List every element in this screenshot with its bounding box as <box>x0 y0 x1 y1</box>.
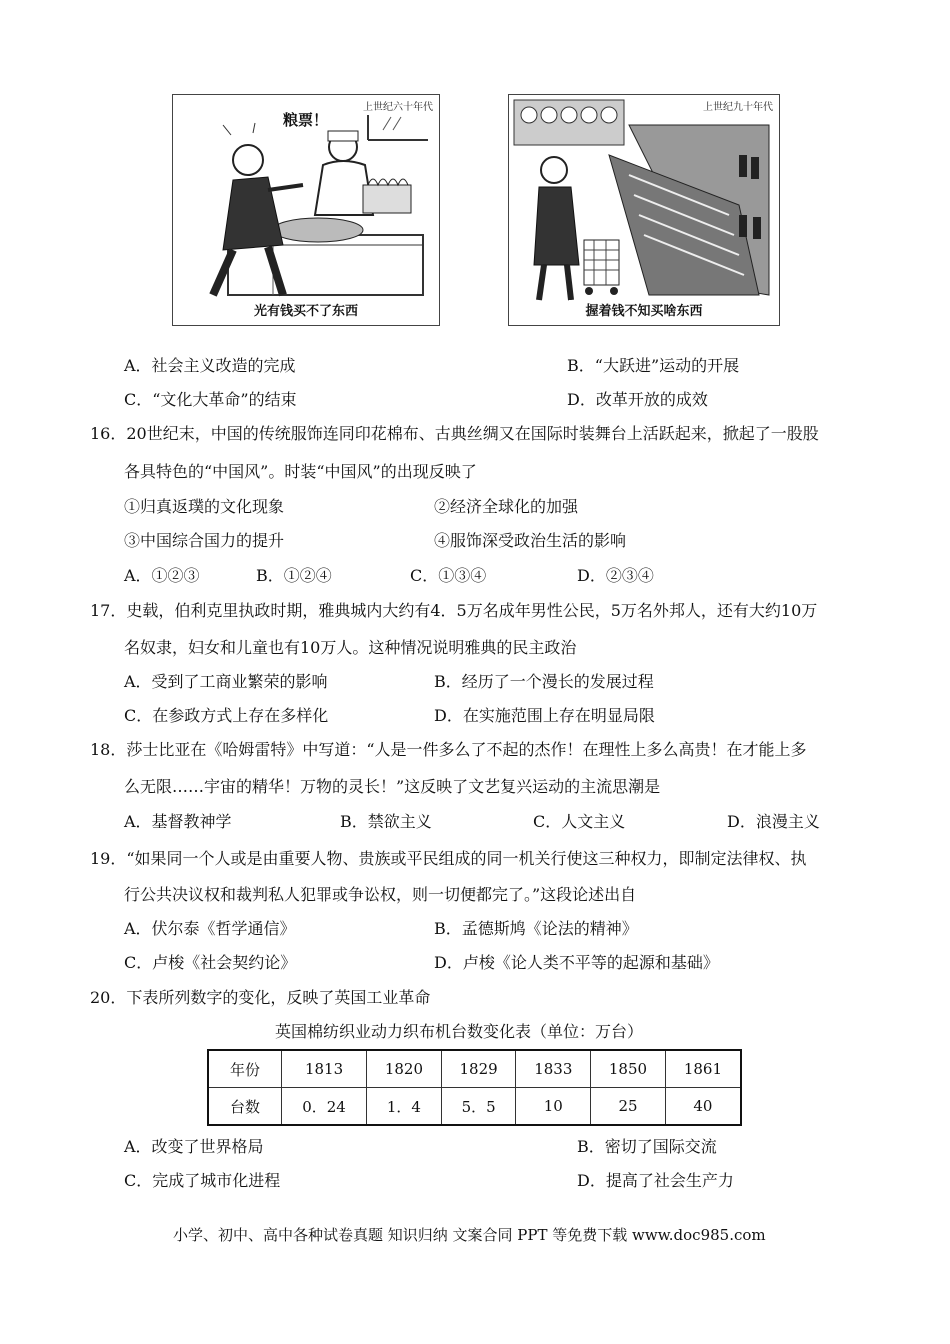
q20-data-table <box>207 1049 742 1126</box>
cartoon-1990s-drawing <box>509 95 779 325</box>
q20-stem: 20．下表所列数字的变化，反映了英国工业革命 <box>90 988 431 1007</box>
q20-option-c: C．完成了城市化进程 <box>124 1171 281 1190</box>
cartoon-1960s <box>172 94 440 326</box>
q19-stem-line1: 19．“如果同一个人或是由重要人物、贵族或平民组成的同一机关行使这三种权力，即制定法律权、执 <box>90 849 807 868</box>
q19-stem-line2: 行公共决议权和裁判私人犯罪或争讼权，则一切便都完了。”这段论述出自 <box>124 885 637 904</box>
cartoon-1960s-caption: 光有钱买不了东西 <box>253 304 358 319</box>
q18-stem-line2: 么无限……宇宙的精华！万物的灵长！”这反映了文艺复兴运动的主流思潮是 <box>124 777 661 796</box>
q16-item-2: ②经济全球化的加强 <box>434 497 579 516</box>
q17-option-c: C．在参政方式上存在多样化 <box>124 706 329 725</box>
q19-option-d: D．卢梭《论人类不平等的起源和基础》 <box>434 953 719 972</box>
q20-option-a: A．改变了世界格局 <box>124 1137 264 1156</box>
q17-stem-line1: 17．史载，伯利克里执政时期，雅典城内大约有4．5万名成年男性公民，5万名外邦人，还有大约10万 <box>90 601 818 620</box>
q19-option-b: B．孟德斯鸠《论法的精神》 <box>434 919 638 938</box>
q18-stem-line1: 18．莎士比亚在《哈姆雷特》中写道：“人是一件多么了不起的杰作！在理性上多么高贵！在才能上多 <box>90 740 807 759</box>
q16-option-d: D．②③④ <box>577 566 654 585</box>
table-cell-year: 1820 <box>367 1050 442 1088</box>
table-cell-year: 1829 <box>441 1050 516 1088</box>
table-header-count: 台数 <box>208 1088 282 1126</box>
cartoon-1960s-speech: 粮票！ <box>283 111 329 129</box>
q16-item-4: ④服饰深受政治生活的影响 <box>434 531 627 550</box>
table-cell-year: 1813 <box>282 1050 367 1088</box>
q16-option-c: C．①③④ <box>410 566 487 585</box>
q20-table-title: 英国棉纺织业动力织布机台数变化表（单位：万台） <box>275 1022 644 1041</box>
q18-option-d: D．浪漫主义 <box>727 812 820 831</box>
q17-stem-line2: 名奴隶，妇女和儿童也有10万人。这种情况说明雅典的民主政治 <box>124 638 577 657</box>
table-cell-year: 1861 <box>665 1050 741 1088</box>
table-cell-count: 1．4 <box>367 1088 442 1126</box>
table-cell-count: 0．24 <box>282 1088 367 1126</box>
q17-option-a: A．受到了工商业繁荣的影响 <box>124 672 328 691</box>
cartoon-1990s-caption: 握着钱不知买啥东西 <box>569 300 719 319</box>
page-footer-link[interactable]: 小学、初中、高中各种试卷真题 知识归纳 文案合同 PPT 等免费下载 www.doc985.com <box>173 1226 766 1244</box>
table-row-counts <box>208 1088 741 1126</box>
table-cell-count: 5．5 <box>441 1088 516 1126</box>
q19-option-a: A．伏尔泰《哲学通信》 <box>124 919 296 938</box>
q15-option-b: B．“大跃进”运动的开展 <box>567 356 740 375</box>
cartoon-1960s-era-label: 上世纪六十年代 <box>363 102 433 113</box>
cartoon-1990s-era-label: 上世纪九十年代 <box>703 98 773 113</box>
q20-option-d: D．提高了社会生产力 <box>577 1171 734 1190</box>
table-row-years <box>208 1050 741 1088</box>
q16-item-1: ①归真返璞的文化现象 <box>124 497 285 516</box>
table-cell-year: 1850 <box>591 1050 666 1088</box>
table-cell-count: 10 <box>516 1088 591 1126</box>
q16-item-3: ③中国综合国力的提升 <box>124 531 285 550</box>
q16-stem-line2: 各具特色的“中国风”。时装“中国风”的出现反映了 <box>124 462 477 481</box>
q16-option-a: A．①②③ <box>124 566 200 585</box>
table-cell-year: 1833 <box>516 1050 591 1088</box>
q20-option-b: B．密切了国际交流 <box>577 1137 717 1156</box>
q17-option-b: B．经历了一个漫长的发展过程 <box>434 672 654 691</box>
table-cell-count: 25 <box>591 1088 666 1126</box>
q19-option-c: C．卢梭《社会契约论》 <box>124 953 297 972</box>
q15-option-a: A．社会主义改造的完成 <box>124 356 296 375</box>
q15-option-d: D．改革开放的成效 <box>567 390 708 409</box>
q16-option-b: B．①②④ <box>256 566 332 585</box>
q15-option-c: C．“文化大革命”的结束 <box>124 390 297 409</box>
q18-option-b: B．禁欲主义 <box>340 812 432 831</box>
cartoon-1990s <box>508 94 780 326</box>
q18-option-c: C．人文主义 <box>533 812 626 831</box>
q16-stem-line1: 16．20世纪末，中国的传统服饰连同印花棉布、古典丝绸又在国际时装舞台上活跃起来，掀起了一股股 <box>90 424 819 443</box>
table-cell-count: 40 <box>665 1088 741 1126</box>
q17-option-d: D．在实施范围上存在明显局限 <box>434 706 655 725</box>
table-header-year: 年份 <box>208 1050 282 1088</box>
q18-option-a: A．基督教神学 <box>124 812 232 831</box>
